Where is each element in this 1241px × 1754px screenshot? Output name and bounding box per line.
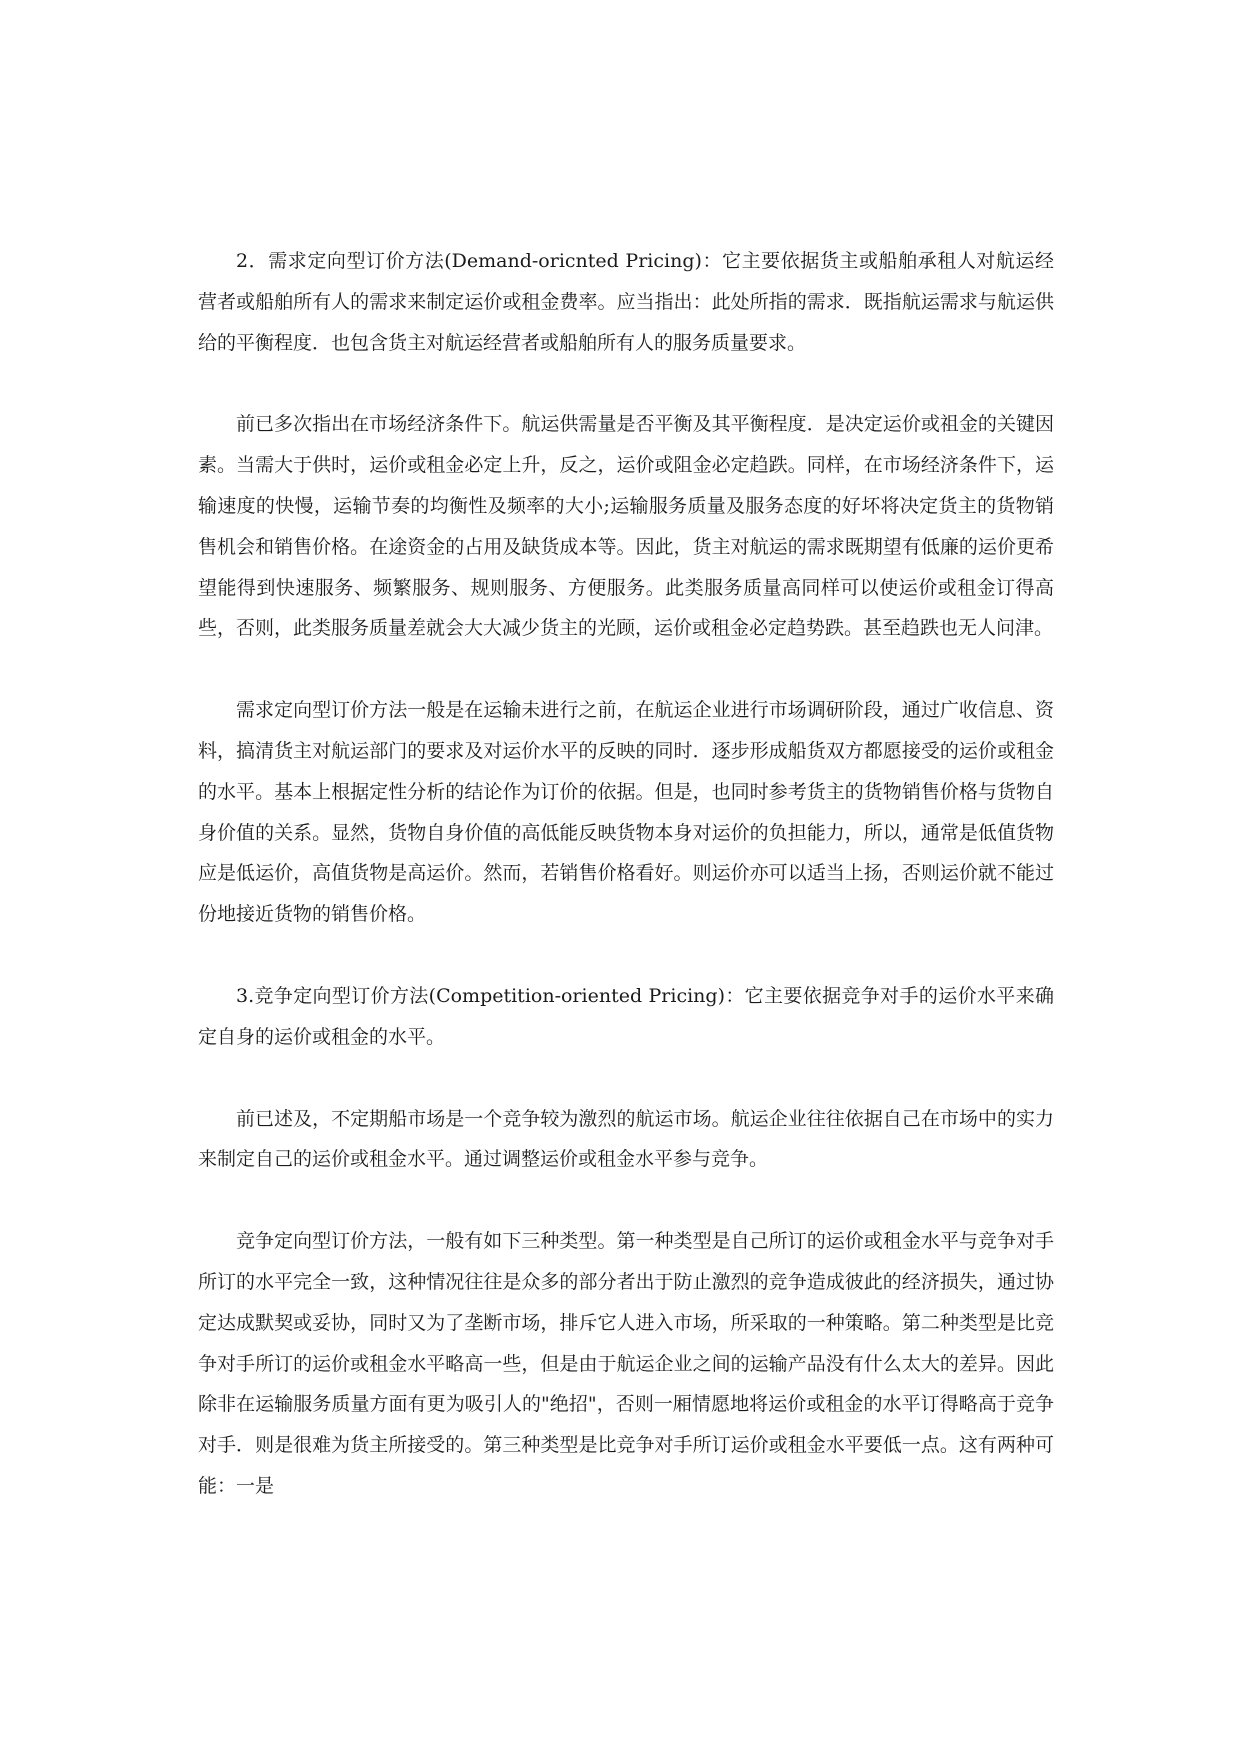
- paragraph-market-economy: 前已多次指出在市场经济条件下。航运供需量是否平衡及其平衡程度．是决定运价或祖金的关键因素。当需大于供时，运价或租金必定上升，反之，运价或阻金必定趋跌。同样，在市场经济条件下，运输速度的快慢，运输节奏的均衡性及频率的大小;运输服务质量及服务态度的好坏将决定货主的货物销售机会和销售价格。在途资金的占用及缺货成本等。因此，货主对航运的需求既期望有低廉的运价更希望能得到快速服务、频繁服务、规则服务、方便服务。此类服务质量高同样可以使运价或租金订得高些，否则，此类服务质量差就会大大减少货主的光顾，运价或租金必定趋势跌。甚至趋跌也无人问津。: [198, 413, 1054, 640]
- document-body: [198, 241, 1054, 1548]
- paragraph-competition-types: 竞争定向型订价方法，一般有如下三种类型。第一种类型是自己所订的运价或租金水平与竞争对手所订的水平完全一致，这种情况往往是众多的部分者出于防止激烈的竞争造成彼此的经济损失，通过协定达成默契或妥协，同时又为了垄断市场，排斥它人进入市场，所采取的一种策略。第二种类型是比竞争对手所订的运价或租金水平略高一些，但是由于航运企业之间的运输产品没有什么太大的差异。因此除非在运输服务质量方面有更为吸引人的"绝招"，否则一厢情愿地将运价或租金的水平订得略高于竞争对手．则是很难为货主所接受的。第三种类型是比竞争对手所订运价或租金水平要低一点。这有两种可能：一是: [198, 1230, 1054, 1497]
- paragraph-competition-pricing: 3.竞争定向型订价方法(Competition-oriented Pricing)：它主要依据竞争对手的运价水平来确定自身的运价或租金的水平。: [198, 984, 1054, 1048]
- paragraph-demand-pricing: 2．需求定向型订价方法(Demand-oricnted Pricing)：它主要依据货主或船舶承租人对航运经营者或船舶所有人的需求来制定运价或租金费率。应当指出：此处所指的需求．既指航运需求与航运供给的平衡程度．也包含货主对航运经营者或船舶所有人的服务质量要求。: [198, 250, 1054, 354]
- paragraph-tramp-market: 前已述及，不定期船市场是一个竞争较为激烈的航运市场。航运企业往往依据自己在市场中的实力来制定自己的运价或租金水平。通过调整运价或租金水平参与竞争。: [198, 1107, 1054, 1171]
- paragraph-demand-method-detail: 需求定向型订价方法一般是在运输未进行之前，在航运企业进行市场调研阶段，通过广收信息、资料，搞清货主对航运部门的要求及对运价水平的反映的同时．逐步形成船货双方都愿接受的运价或租金的水平。基本上根据定性分析的结论作为订价的依据。但是，也同时参考货主的货物销售价格与货物自身价值的关系。显然，货物自身价值的高低能反映货物本身对运价的负担能力，所以，通常是低值货物应是低运价，高值货物是高运价。然而，若销售价格看好。则运价亦可以适当上扬，否则运价就不能过份地接近货物的销售价格。: [198, 699, 1054, 926]
